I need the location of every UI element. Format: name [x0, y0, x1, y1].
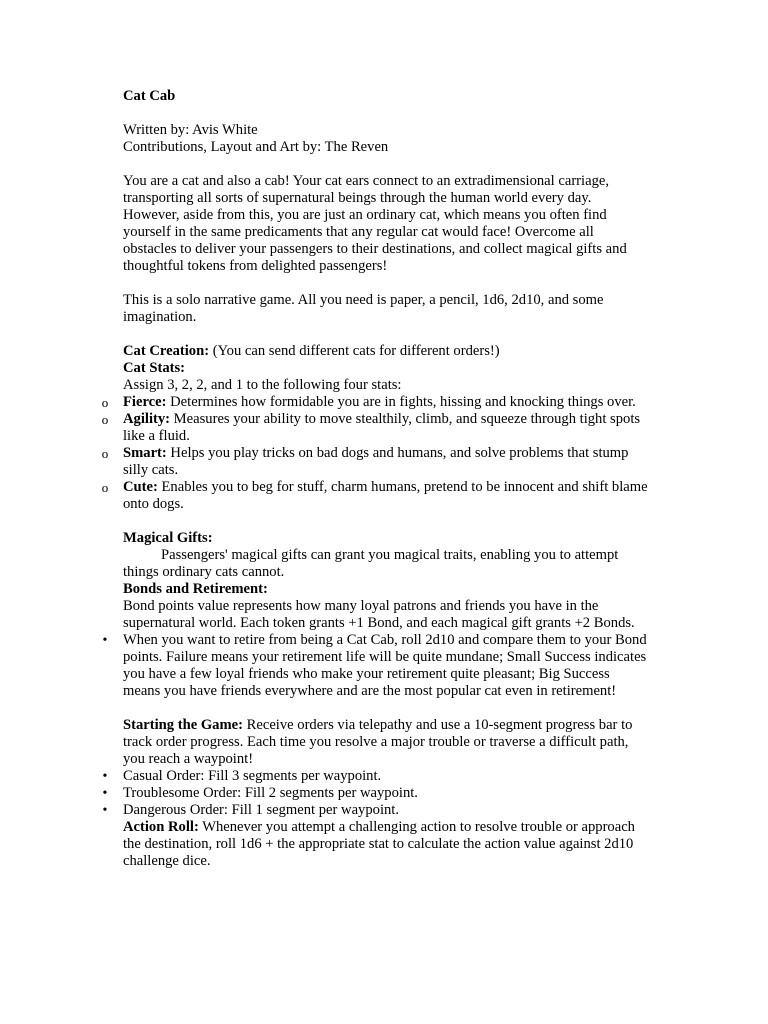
stat-item-agility: [101, 411, 648, 445]
starting-game-heading: Starting the Game:: [123, 717, 243, 733]
bonds-text: Bond points value represents how many loyal patrons and friends you have in the supernatural world. Each token grants +1 Bond, and each magical gift grants +2 Bonds.: [123, 598, 635, 631]
starting-game-paragraph: [123, 717, 648, 768]
stat-text: Determines how formidable you are in fights, hissing and knocking things over.: [166, 394, 636, 410]
stat-text: Measures your ability to move stealthily, climb, and squeeze through tight spots like a fluid.: [123, 411, 641, 444]
list-marker: o: [101, 412, 109, 427]
action-roll-heading: Action Roll:: [123, 819, 199, 835]
contributions: Contributions, Layout and Art by: The Reven: [123, 139, 389, 155]
action-roll-text: Whenever you attempt a challenging action to resolve trouble or approach the destination, roll 1d6 + the appropriate stat to calculate the action value against 2d10 challenge dice.: [123, 819, 635, 869]
intro-paragraph: You are a cat and also a cab! Your cat ears connect to an extradimensional carriage, transporting all sorts of supernatural beings through the human world every day. However, aside from this, you are just an ordinary cat, which means you often find yourself in the same predicaments that any regular cat would face! Overcome all obstacles to deliver your passengers to their destinations, and collect magical gifts and thoughtful tokens from delighted passengers!: [123, 173, 627, 274]
page-title: Cat Cab: [123, 88, 176, 104]
stat-item-smart: [101, 445, 648, 479]
written-by: Written by: Avis White: [123, 122, 258, 138]
cat-creation-note: (You can send different cats for different orders!): [209, 343, 500, 359]
stat-name: Smart:: [123, 445, 167, 461]
magical-gifts-heading: Magical Gifts:: [123, 530, 213, 546]
requirements-paragraph: This is a solo narrative game. All you need is paper, a pencil, 1d6, 2d10, and some imagination.: [123, 292, 604, 325]
cat-stats-assign: Assign 3, 2, 2, and 1 to the following four stats:: [123, 377, 402, 393]
bullet-marker: •: [102, 803, 108, 818]
stat-name: Fierce:: [123, 394, 167, 410]
list-marker: o: [101, 446, 109, 461]
cat-stats-heading: Cat Stats:: [123, 360, 186, 376]
stat-name: Cute:: [123, 479, 158, 495]
order-text: Dangerous Order: Fill 1 segment per waypoint.: [123, 802, 400, 818]
stat-item-cute: [101, 479, 648, 513]
bullet-marker: •: [102, 786, 108, 801]
document-body: [101, 88, 648, 870]
bullet-marker: •: [102, 769, 108, 784]
bonds-heading: Bonds and Retirement:: [123, 581, 268, 597]
retirement-bullet: [102, 632, 648, 700]
action-roll-paragraph: [123, 819, 648, 870]
bullet-marker: •: [102, 633, 108, 648]
order-text: Casual Order: Fill 3 segments per waypoint.: [123, 768, 382, 784]
magical-gifts-text: Passengers' magical gifts can grant you magical traits, enabling you to attempt things ordinary cats cannot.: [123, 547, 619, 580]
cat-creation-line: [123, 343, 648, 360]
order-text: Troublesome Order: Fill 2 segments per waypoint.: [123, 785, 418, 801]
retirement-text: When you want to retire from being a Cat Cab, roll 2d10 and compare them to your Bond points. Failure means your retirement life will be quite mundane; Small Success indicates you have a few loyal friends who make your retirement quite pleasant; Big Success means you have friends everywhere and are the most popular cat even in retirement!: [123, 632, 647, 699]
list-marker: o: [101, 395, 109, 410]
cat-creation-heading: Cat Creation:: [123, 343, 210, 359]
order-item-dangerous: [102, 802, 648, 819]
order-item-troublesome: [102, 785, 648, 802]
order-item-casual: [102, 768, 648, 785]
stat-item-fierce: [101, 394, 648, 411]
stat-text: Helps you play tricks on bad dogs and humans, and solve problems that stump silly cats.: [123, 445, 629, 478]
starting-game-text: Receive orders via telepathy and use a 10-segment progress bar to track order progress. Each time you resolve a major trouble or traverse a difficult path, you reach a waypoint!: [123, 717, 633, 767]
stat-text: Enables you to beg for stuff, charm humans, pretend to be innocent and shift blame onto dogs.: [123, 479, 648, 512]
list-marker: o: [101, 480, 109, 495]
stat-name: Agility:: [123, 411, 171, 427]
